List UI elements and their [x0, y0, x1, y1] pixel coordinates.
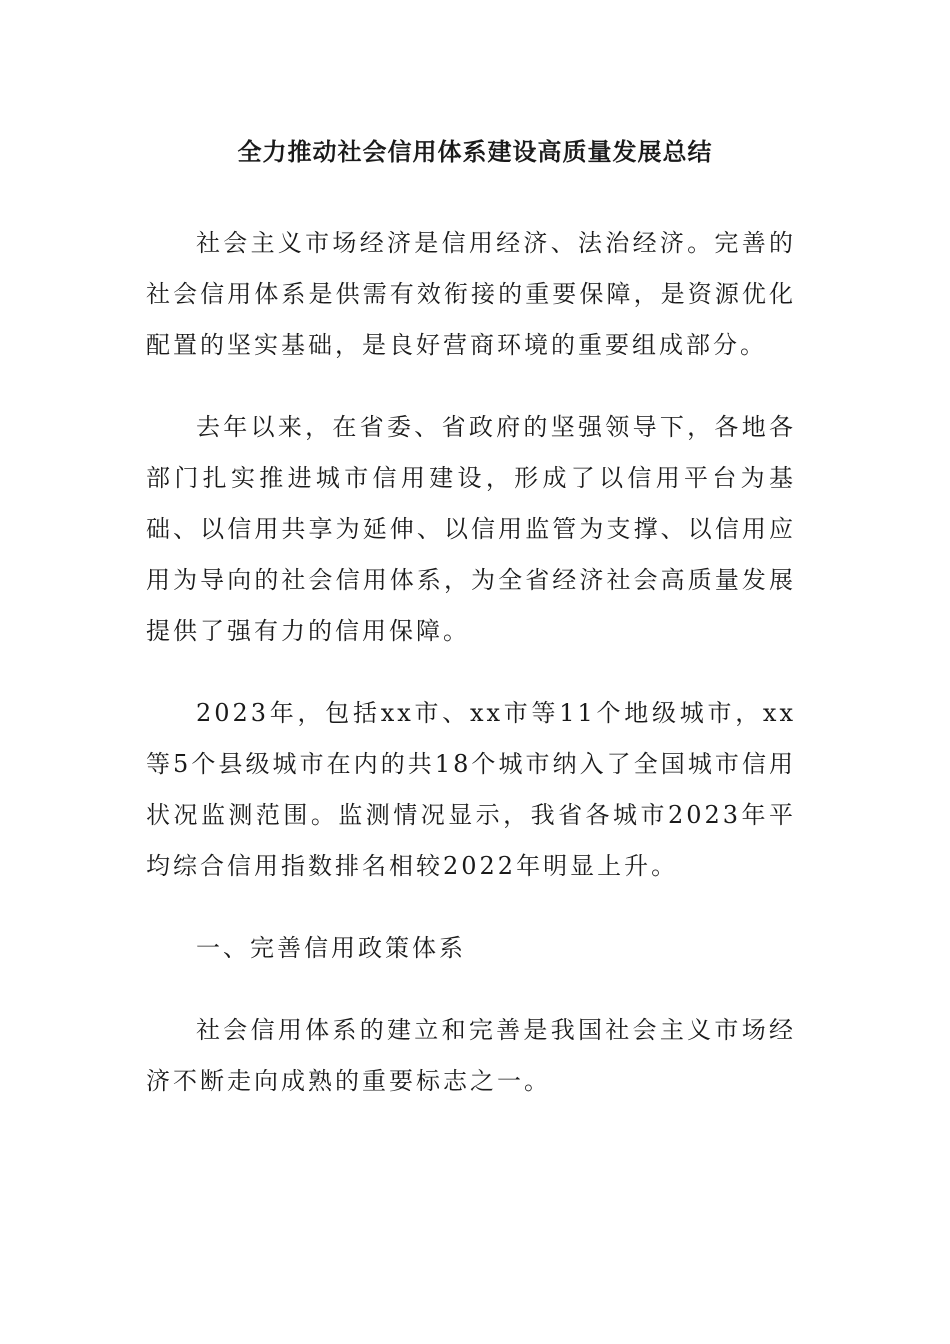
paragraph-progress: 去年以来，在省委、省政府的坚强领导下，各地各部门扎实推进城市信用建设，形成了以信用平台为基础、以信用共享为延伸、以信用监管为支撑、以信用应用为导向的社会信用体系，为全省经济社会高质量发展提供了强有力的信用保障。: [146, 413, 796, 645]
paragraph-intro: 社会主义市场经济是信用经济、法治经济。完善的社会信用体系是供需有效衔接的重要保障，是资源优化配置的坚实基础，是良好营商环境的重要组成部分。: [146, 229, 796, 359]
document-body: [146, 218, 796, 1138]
paragraph-monitoring: 2023年，包括xx市、xx市等11个地级城市，xx等5个县级城市在内的共18个城市纳入了全国城市信用状况监测范围。监测情况显示，我省各城市2023年平均综合信用指数排名相较2022年明显上升。: [146, 699, 796, 880]
document-title: 全力推动社会信用体系建设高质量发展总结: [237, 137, 713, 166]
section-heading: 一、完善信用政策体系: [196, 934, 466, 962]
section-paragraph: 社会信用体系的建立和完善是我国社会主义市场经济不断走向成熟的重要标志之一。: [146, 1016, 796, 1095]
